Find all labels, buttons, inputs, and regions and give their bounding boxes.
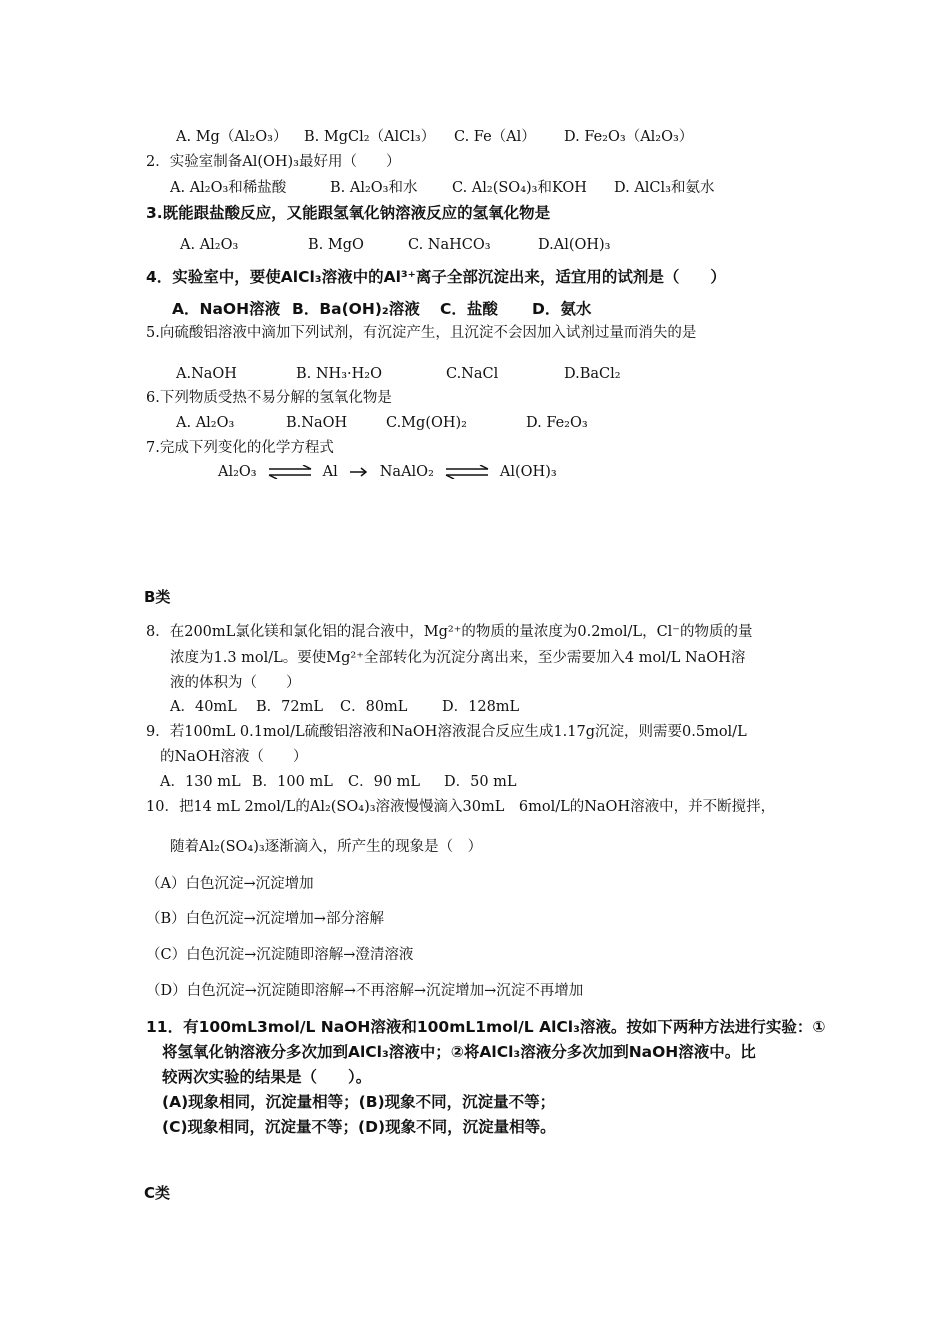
option: A．40mL bbox=[170, 699, 237, 715]
option: B．72mL bbox=[256, 699, 323, 715]
q1-options bbox=[176, 128, 693, 146]
option: C.NaCl bbox=[446, 366, 499, 382]
option: A．NaOH溶液 bbox=[172, 300, 281, 318]
q8-line: 液的体积为（ ） bbox=[170, 675, 301, 691]
chain-compound: NaAlO₂ bbox=[379, 464, 434, 480]
q6-stem: 6.下列物质受热不易分解的氢氧化物是 bbox=[146, 390, 392, 406]
option: B.NaOH bbox=[286, 415, 348, 431]
option: D.Al(OH)₃ bbox=[538, 237, 611, 253]
reversible-arrow-icon bbox=[444, 465, 490, 479]
q11-option-cd: (C)现象相同，沉淀量不等；(D)现象不同，沉淀量相等。 bbox=[162, 1118, 556, 1136]
q10-line: 10．把14 mL 2mol/L的Al₂(SO₄)₃溶液慢慢滴入30mL 6mol/L的NaOH溶液中，并不断搅拌， bbox=[146, 799, 776, 815]
q10-option-d: （D）白色沉淀→沉淀随即溶解→不再溶解→沉淀增加→沉淀不再增加 bbox=[146, 983, 584, 999]
chain-compound: Al₂O₃ bbox=[218, 464, 257, 480]
q7-stem: 7.完成下列变化的化学方程式 bbox=[146, 440, 334, 456]
option: C．盐酸 bbox=[440, 300, 498, 318]
option: C．90 mL bbox=[348, 774, 421, 790]
q8-line: 浓度为1.3 mol/L。要使Mg²⁺全部转化为沉淀分离出来，至少需要加入4 mol/L NaOH溶 bbox=[170, 650, 746, 666]
q7-reaction-chain bbox=[218, 463, 557, 481]
option: C.Mg(OH)₂ bbox=[386, 415, 467, 431]
option: D．128mL bbox=[442, 699, 520, 715]
q10-option-b: （B）白色沉淀→沉淀增加→部分溶解 bbox=[146, 911, 384, 927]
option: B．Ba(OH)₂溶液 bbox=[292, 300, 420, 318]
q4-options bbox=[172, 300, 591, 318]
option: B. NH₃·H₂O bbox=[296, 366, 382, 382]
option: B. Al₂O₃和水 bbox=[330, 180, 418, 196]
option: C．80mL bbox=[340, 699, 408, 715]
q6-options bbox=[176, 414, 588, 432]
option: B. MgO bbox=[308, 237, 364, 253]
chain-compound: Al bbox=[322, 464, 338, 480]
reversible-arrow-icon bbox=[267, 465, 313, 479]
q11-line: 11．有100mL3mol/L NaOH溶液和100mL1mol/L AlCl₃溶液。按如下两种方法进行实验：① bbox=[146, 1018, 826, 1036]
option: A.NaOH bbox=[176, 366, 237, 382]
option: B. MgCl₂（AlCl₃） bbox=[304, 129, 436, 145]
option: C. Fe（Al） bbox=[454, 129, 536, 145]
section-b-heading: B类 bbox=[144, 588, 171, 606]
option: A. Mg（Al₂O₃） bbox=[176, 129, 288, 145]
q10-option-a: （A）白色沉淀→沉淀增加 bbox=[146, 876, 314, 892]
q8-line: 8．在200mL氯化镁和氯化铝的混合液中，Mg²⁺的物质的量浓度为0.2mol/L，Cl⁻的物质的量 bbox=[146, 624, 753, 640]
q3-stem: 3.既能跟盐酸反应，又能跟氢氧化钠溶液反应的氢氧化物是 bbox=[146, 204, 551, 222]
option: D.BaCl₂ bbox=[564, 366, 621, 382]
option: D．氨水 bbox=[532, 300, 592, 318]
option: D. Fe₂O₃（Al₂O₃） bbox=[564, 129, 694, 145]
chain-compound: Al(OH)₃ bbox=[499, 464, 557, 480]
section-c-heading: C类 bbox=[144, 1184, 171, 1202]
q2-stem: 2．实验室制备Al(OH)₃最好用（ ） bbox=[146, 154, 401, 170]
option: C. Al₂(SO₄)₃和KOH bbox=[452, 180, 587, 196]
option: A. Al₂O₃ bbox=[176, 415, 235, 431]
option: D. Fe₂O₃ bbox=[526, 415, 588, 431]
q4-stem: 4．实验室中，要使AlCl₃溶液中的Al³⁺离子全部沉淀出来，适宜用的试剂是（ ） bbox=[146, 268, 726, 286]
q10-option-c: （C）白色沉淀→沉淀随即溶解→澄清溶液 bbox=[146, 947, 414, 963]
option: A. Al₂O₃ bbox=[180, 237, 239, 253]
q11-line: 较两次实验的结果是（ ）。 bbox=[162, 1068, 372, 1086]
right-arrow-icon bbox=[348, 465, 370, 479]
option: D. AlCl₃和氨水 bbox=[614, 180, 715, 196]
option: A．130 mL bbox=[160, 774, 241, 790]
q8-options bbox=[170, 698, 519, 716]
q3-options bbox=[180, 236, 611, 254]
option: A. Al₂O₃和稀盐酸 bbox=[170, 180, 287, 196]
q9-line: 9．若100mL 0.1mol/L硫酸铝溶液和NaOH溶液混合反应生成1.17g沉淀，则需要0.5mol/L bbox=[146, 724, 747, 740]
q5-stem: 5.向硫酸铝溶液中滴加下列试剂，有沉淀产生，且沉淀不会因加入试剂过量而消失的是 bbox=[146, 325, 697, 341]
q11-option-ab: (A)现象相同，沉淀量相等；(B)现象不同，沉淀量不等； bbox=[162, 1093, 556, 1111]
q9-line: 的NaOH溶液（ ） bbox=[160, 749, 308, 765]
q2-options bbox=[170, 179, 714, 197]
q9-options bbox=[160, 773, 517, 791]
option: C. NaHCO₃ bbox=[408, 237, 491, 253]
q5-options bbox=[176, 365, 621, 383]
option: B．100 mL bbox=[252, 774, 333, 790]
q11-line: 将氢氧化钠溶液分多次加到AlCl₃溶液中；②将AlCl₃溶液分多次加到NaOH溶液中。比 bbox=[162, 1043, 756, 1061]
option: D．50 mL bbox=[444, 774, 517, 790]
q10-line: 随着Al₂(SO₄)₃逐渐滴入，所产生的现象是（ ） bbox=[170, 839, 483, 855]
